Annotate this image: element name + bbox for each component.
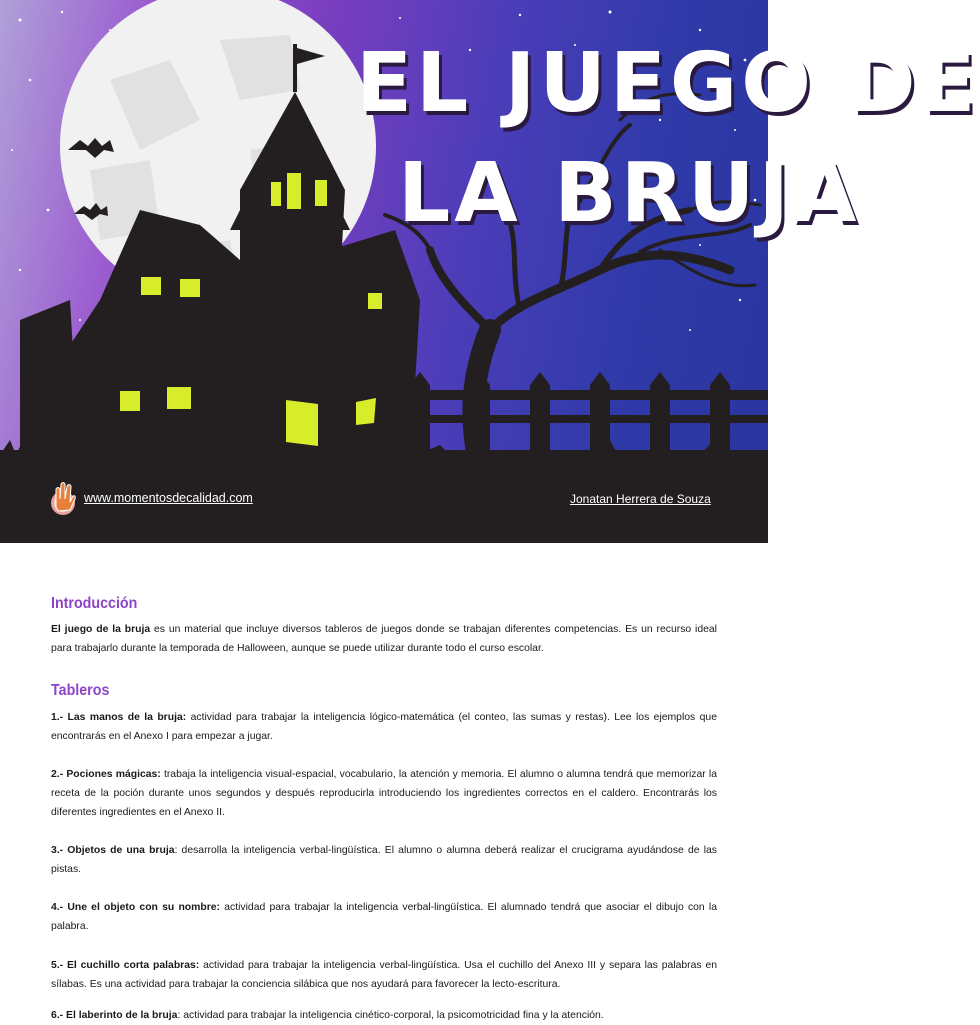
intro-heading: Introducción	[51, 595, 138, 612]
board-item-title: 5.- El cuchillo corta palabras:	[51, 960, 200, 971]
author-link[interactable]: Jonatan Herrera de Souza	[570, 492, 711, 506]
board-item	[51, 956, 717, 994]
cover-title-line-2: LA BRUJA	[398, 146, 861, 241]
intro-text: es un material que incluye diversos tableros de juegos donde se trabajan diferentes competencias. Es un recurso ideal para trabajarlo durante la temporada de Halloween, aunque se puede utilizar durante todo el curso escolar.	[51, 624, 717, 654]
board-item	[51, 708, 717, 746]
board-item-title: 1.- Las manos de la bruja:	[51, 712, 187, 723]
board-item	[51, 1006, 717, 1025]
hand-icon	[46, 475, 80, 517]
board-item-text: actividad para trabajar la inteligencia lógico-matemática (el conteo, las sumas y restas). Lee los ejemplos que encontrarás en el Anexo I para empezar a jugar.	[51, 712, 717, 742]
board-item-title: 6.- El laberinto de la bruja	[51, 1010, 178, 1021]
intro-paragraph	[51, 620, 717, 658]
board-item	[51, 841, 717, 879]
board-item	[51, 765, 717, 822]
cover-title-line-1: EL JUEGO DE	[356, 36, 980, 131]
board-item-text: trabaja la inteligencia visual-espacial, vocabulario, la atención y memoria. El alumno o alumna tendrá que memorizar la receta de la poción durante unos segundos y después reproducirla introduciendo los ingredientes correctos en el caldero. Encontrarás los diferentes ingredientes en el Anexo II.	[51, 769, 717, 818]
board-item-title: 3.- Objetos de una bruja	[51, 845, 175, 856]
cover-footer-bar	[0, 470, 768, 543]
boards-heading: Tableros	[51, 682, 110, 699]
board-item-text: actividad para trabajar la inteligencia verbal-lingüística. El alumnado tendrá que asociar el dibujo con la palabra.	[51, 902, 717, 932]
board-item-text: actividad para trabajar la inteligencia verbal-lingüística. Usa el cuchillo del Anexo III y separa las palabras en sílabas. Es una actividad para trabajar la conciencia silábica que nos ayudará para favorecer la lecto-escritura.	[51, 960, 718, 990]
board-item-title: 2.- Pociones mágicas:	[51, 769, 161, 780]
board-item-text: : desarrolla la inteligencia verbal-lingüística. El alumno o alumna deberá realizar el crucigrama ayudándose de las pistas.	[51, 845, 717, 875]
board-item	[51, 898, 717, 936]
board-item-text: : actividad para trabajar la inteligencia cinético-corporal, la psicomotricidad fina y la atención.	[177, 1010, 604, 1021]
board-item-title: 4.- Une el objeto con su nombre:	[51, 902, 221, 913]
intro-lead: El juego de la bruja	[51, 624, 151, 635]
website-link[interactable]: www.momentosdecalidad.com	[84, 491, 253, 505]
